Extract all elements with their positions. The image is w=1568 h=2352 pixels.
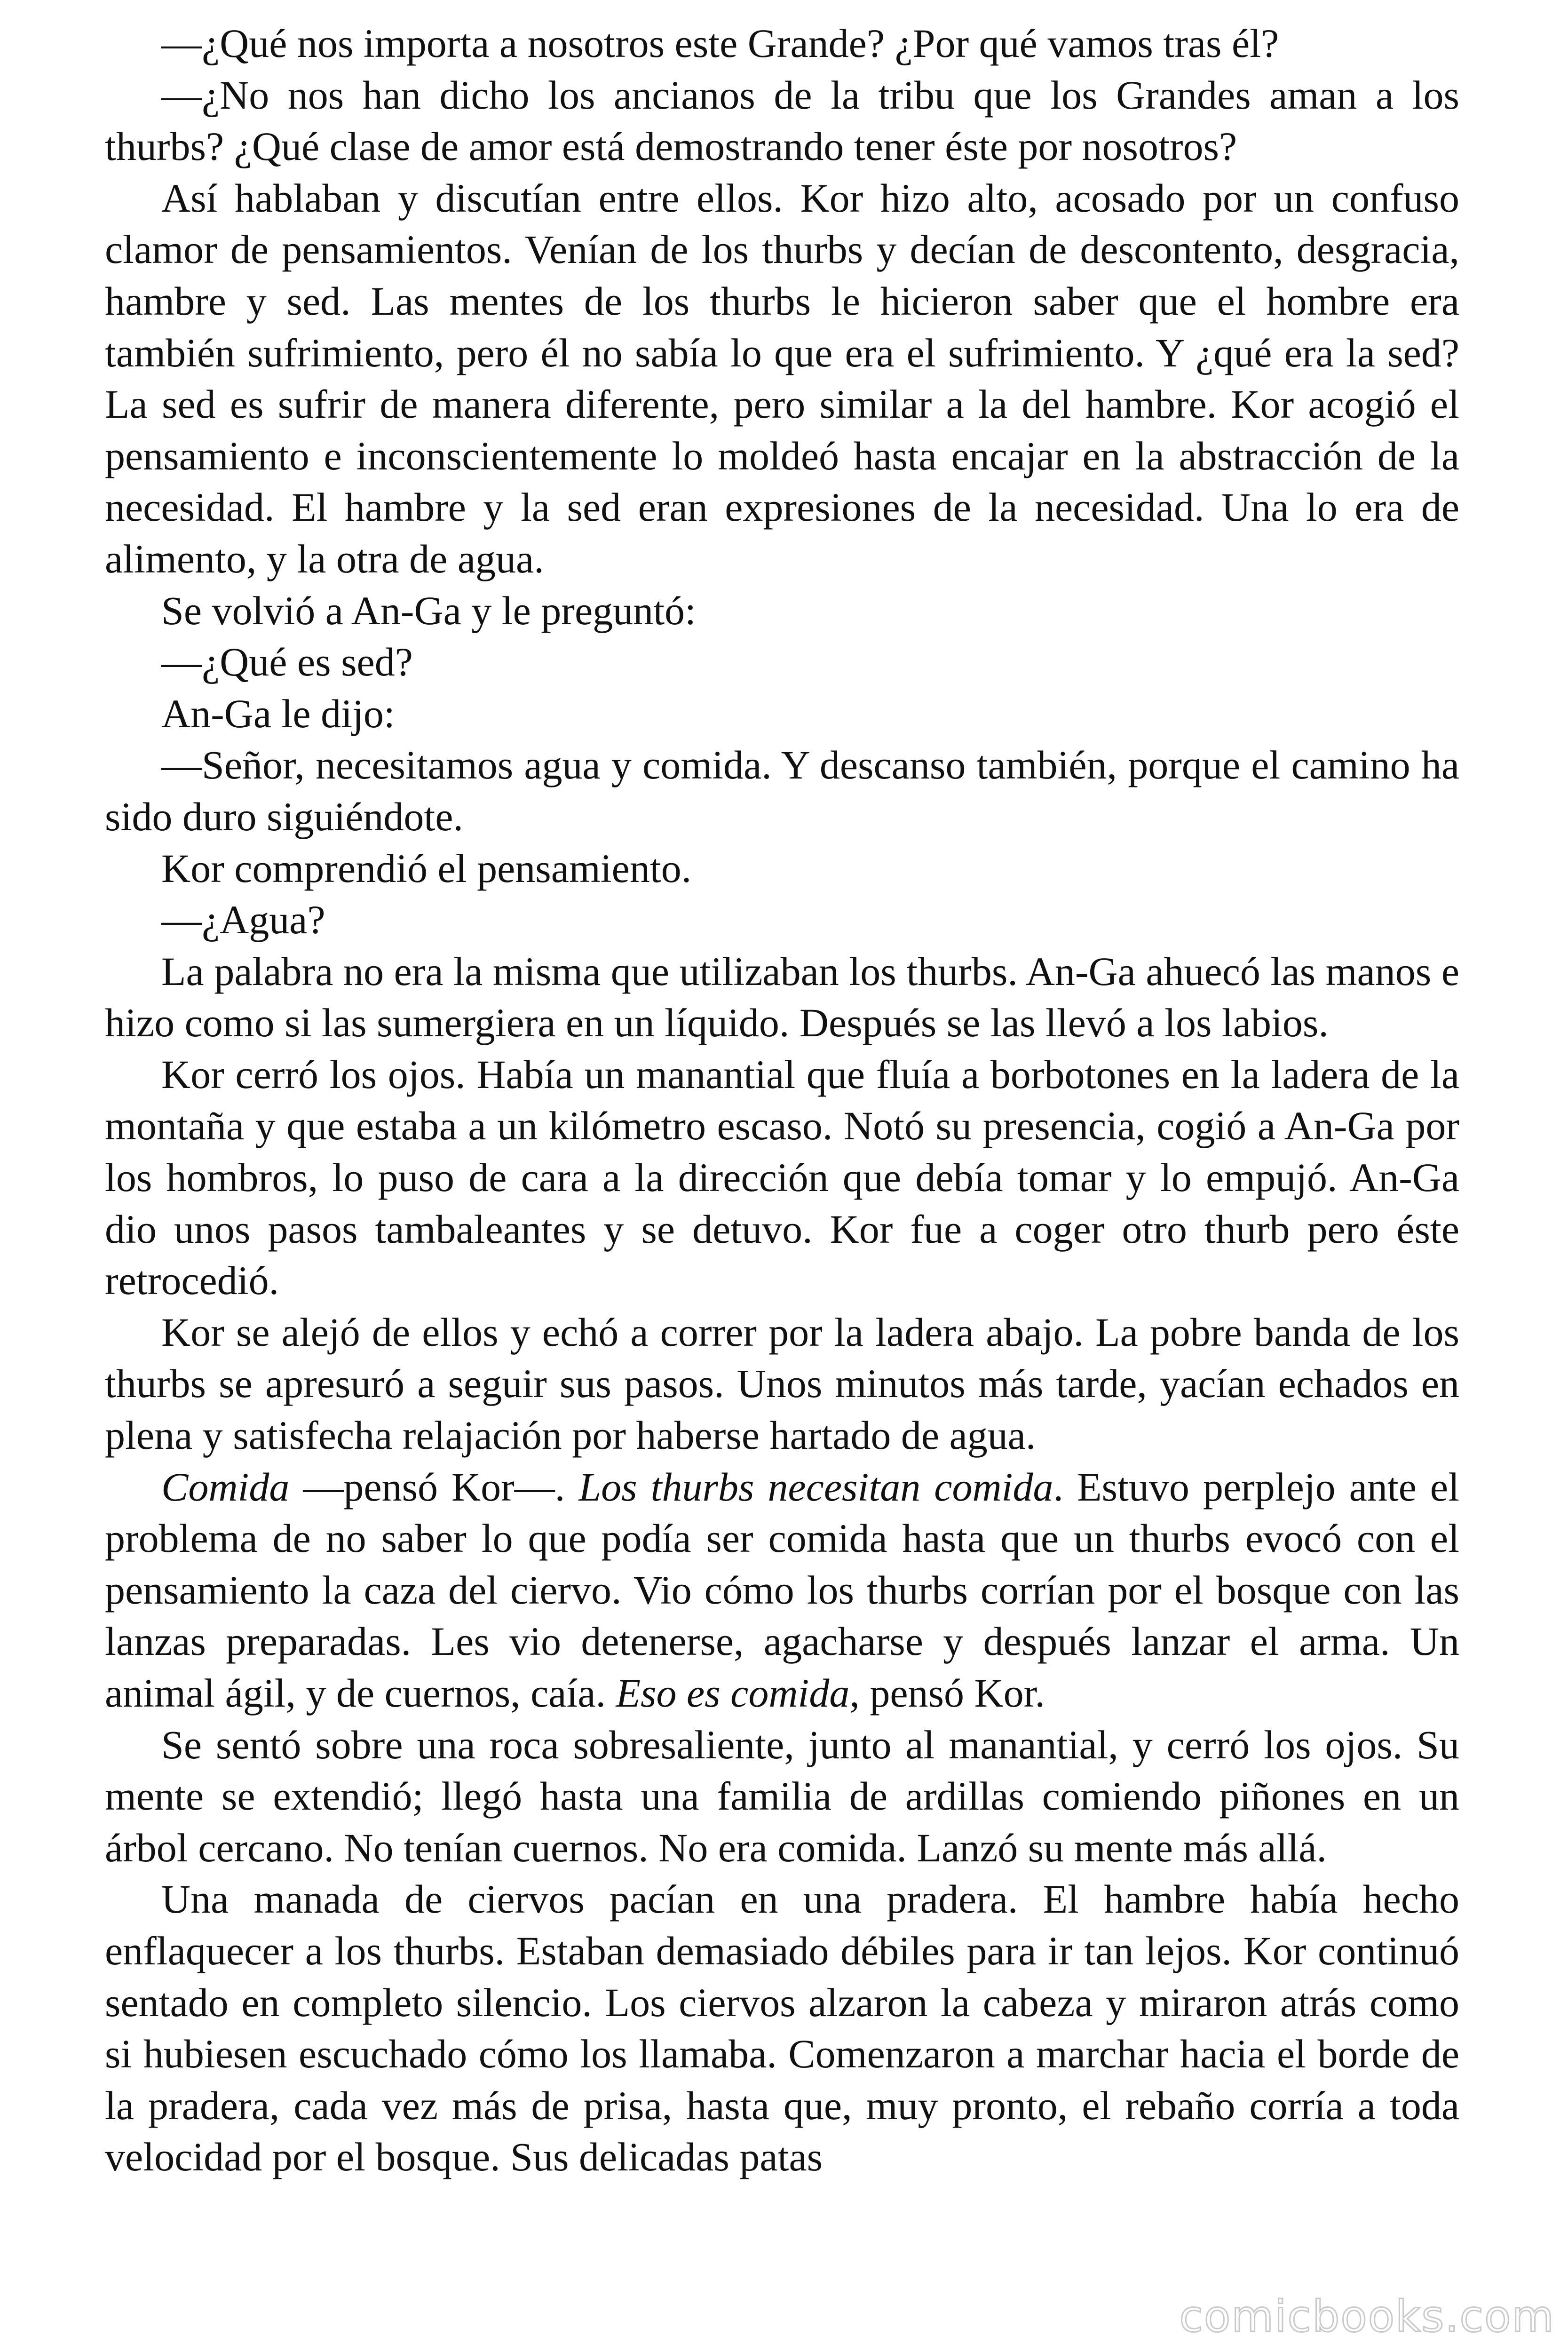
italic-phrase: Eso es comida [616,1670,850,1716]
paragraph-comida [105,1462,1459,1719]
paragraph: —¿Qué es sed? [161,639,413,685]
paragraph: Se sentó sobre una roca sobresaliente, junto al manantial, y cerró los ojos. Su mente se extendió; llegó hasta una familia de ardillas comiendo piñones en un árbol cercano. No tenían cuernos. No era comida. Lanzó su mente más allá. [105,1722,1459,1870]
paragraph: Kor se alejó de ellos y echó a correr por la ladera abajo. La pobre banda de los thurbs se apresuró a seguir sus pasos. Unos minutos más tarde, yacían echados en plena y satisfecha relajación por haberse hartado de agua. [105,1309,1459,1458]
book-page-text [105,18,1459,2183]
paragraph: —¿Agua? [161,897,325,943]
paragraph: —¿Qué nos importa a nosotros este Grande? ¿Por qué vamos tras él? [161,21,1279,66]
paragraph: Una manada de ciervos pacían en una pradera. El hambre había hecho enflaquecer a los thurbs. Estaban demasiado débiles para ir tan lejos. Kor continuó sentado en completo silencio. Los ciervos alzaron la cabeza y miraron atrás como si hubiesen escuchado cómo los llamaba. Comenzaron a marchar hacia el borde de la pradera, cada vez más de prisa, hasta que, muy pronto, el rebaño corría a toda velocidad por el bosque. Sus delicadas patas [105,1876,1459,2180]
text-run: . Estuvo perplejo ante el problema de no saber lo que podía ser comida hasta que un thurbs evocó con el pensamiento la caza del ciervo. Vio cómo los thurbs corrían por el bosque con las lanzas preparadas. Les vio detenerse, agacharse y después lanzar el arma. Un animal ágil, y de cuernos, caía. [105,1464,1459,1716]
italic-phrase: Los thurbs necesitan comida [578,1464,1053,1510]
paragraph: —Señor, necesitamos agua y comida. Y descanso también, porque el camino ha sido duro siguiéndote. [105,742,1459,839]
text-run: —pensó Kor—. [289,1464,579,1510]
paragraph: An-Ga le dijo: [161,691,395,736]
paragraph: Así hablaban y discutían entre ellos. Kor hizo alto, acosado por un confuso clamor de pensamientos. Venían de los thurbs y decían de descontento, desgracia, hambre y sed. Las mentes de los thurbs le hicieron saber que el hombre era también sufrimiento, pero él no sabía lo que era el sufrimiento. Y ¿qué era la sed? La sed es sufrir de manera diferente, pero similar a la del hambre. Kor acogió el pensamiento e inconscientemente lo moldeó hasta encajar en la abstracción de la necesidad. El hambre y la sed eran expresiones de la necesidad. Una lo era de alimento, y la otra de agua. [105,175,1459,581]
text-run: , pensó Kor. [849,1670,1045,1716]
watermark-text: comicbooks.com [1179,2291,1555,2342]
italic-phrase: Comida [161,1464,290,1510]
paragraph: Se volvió a An-Ga y le preguntó: [161,588,696,633]
paragraph: La palabra no era la misma que utilizaban los thurbs. An-Ga ahuecó las manos e hizo como si las sumergiera en un líquido. Después se las llevó a los labios. [105,948,1459,1046]
paragraph: Kor comprendió el pensamiento. [161,845,692,891]
paragraph: Kor cerró los ojos. Había un manantial que fluía a borbotones en la ladera de la montaña y que estaba a un kilómetro escaso. Notó su presencia, cogió a An-Ga por los hombros, lo puso de cara a la dirección que debía tomar y lo empujó. An-Ga dio unos pasos tambaleantes y se detuvo. Kor fue a coger otro thurb pero éste retrocedió. [105,1051,1459,1303]
paragraph: —¿No nos han dicho los ancianos de la tribu que los Grandes aman a los thurbs? ¿Qué clase de amor está demostrando tener éste por nosotros? [105,72,1459,169]
